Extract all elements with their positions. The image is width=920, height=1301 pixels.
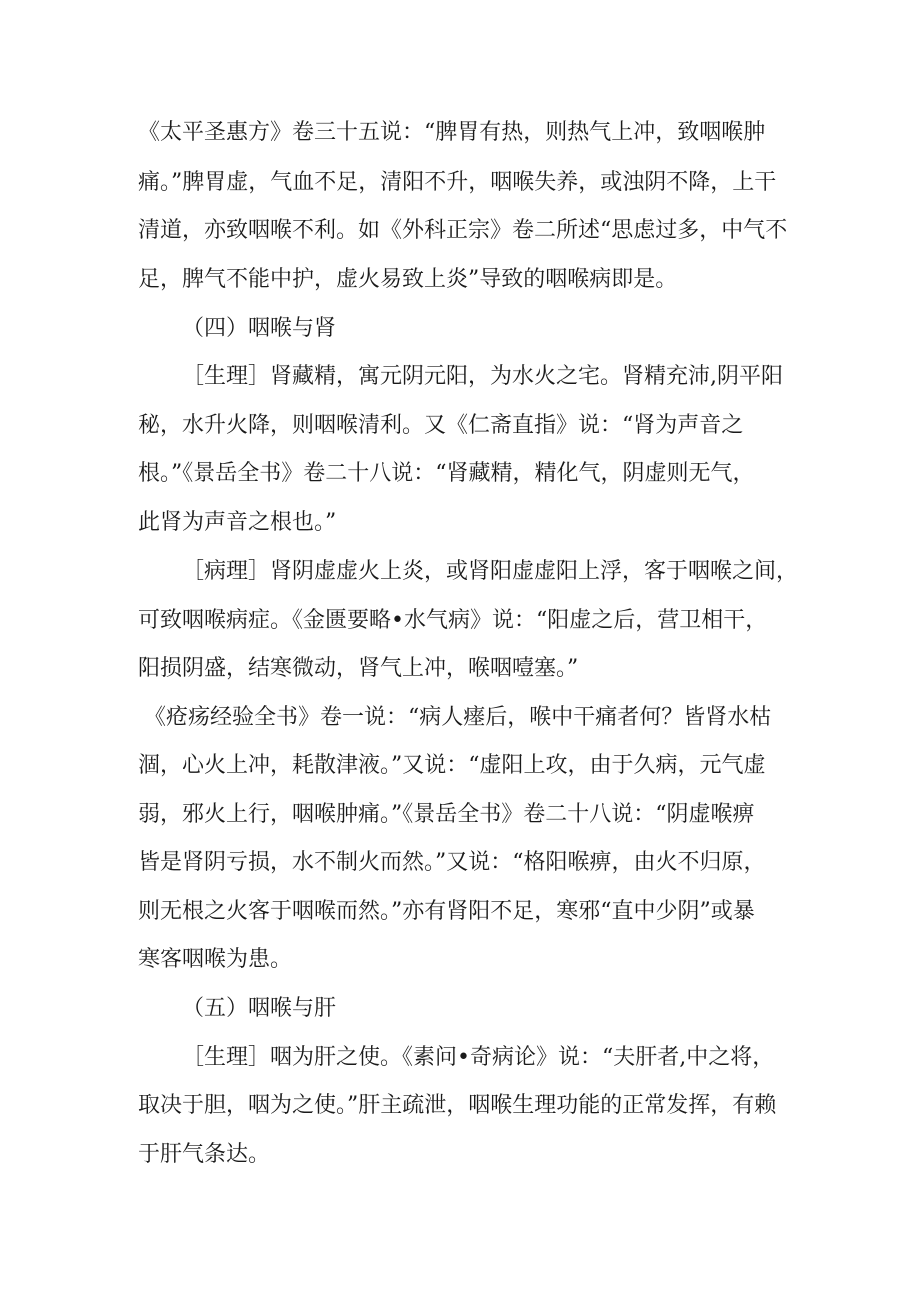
section-heading: （五）咽喉与肝	[182, 996, 337, 1021]
text-line: 涸，心火上冲，耗散津液。”又说：“虚阳上攻，由于久病，元气虚	[138, 753, 766, 778]
text-line: 取决于胆，咽为之使。”肝主疏泄，咽喉生理功能的正常发挥，有赖	[138, 1093, 777, 1118]
text-line: ［生理］肾藏精，寓元阴元阳，为水火之宅。肾精充沛,阴平阳	[182, 364, 783, 389]
text-line: ［生理］咽为肝之使。《素问•奇病论》说：“夫肝者,中之将，	[182, 1045, 775, 1070]
text-line: 足，脾气不能中护，虚火易致上炎”导致的咽喉病即是。	[138, 267, 678, 292]
text-line: 寒客咽喉为患。	[138, 947, 293, 972]
text-line: 弱，邪火上行，咽喉肿痛。”《景岳全书》卷二十八说：“阴虚喉痹	[138, 802, 755, 827]
text-line: 可致咽喉病症。《金匮要略•水气病》说：“阳虚之后，营卫相干，	[138, 608, 768, 633]
text-line: 《疮疡经验全书》卷一说：“病人瘗后，喉中干痛者何？皆肾水枯	[144, 705, 772, 730]
text-line: 此肾为声音之根也。”	[138, 510, 337, 535]
text-line: 清道，亦致咽喉不利。如《外科正宗》卷二所述“思虑过多，中气不	[138, 218, 788, 243]
text-line: 痛。”脾胃虚，气血不足，清阳不升，咽喉失养，或浊阴不降，上干	[138, 170, 777, 195]
text-line: 皆是肾阴亏损，水不制火而然。”又说：“格阳喉痹，由火不归原，	[138, 850, 766, 875]
text-line: 阳损阴盛，结寒微动，肾气上冲，喉咽噎塞。”	[138, 656, 579, 681]
text-line: 根。”《景岳全书》卷二十八说：“肾藏精，精化气，阴虚则无气，	[138, 461, 755, 486]
text-line: 秘，水升火降，则咽喉清利。又《仁斋直指》说：“肾为声音之	[138, 413, 744, 438]
text-line: 《太平圣惠方》卷三十五说：“脾胃有热，则热气上冲，致咽喉肿	[138, 120, 766, 145]
text-line: 则无根之火客于咽喉而然。”亦有肾阳不足，寒邪“直中少阴”或暴	[138, 899, 755, 924]
section-heading: （四）咽喉与肾	[182, 316, 337, 341]
text-line: ［病理］肾阴虚虚火上炎，或肾阳虚虚阳上浮，客于咽喉之间，	[182, 559, 799, 584]
text-line: 于肝气条达。	[138, 1142, 271, 1167]
